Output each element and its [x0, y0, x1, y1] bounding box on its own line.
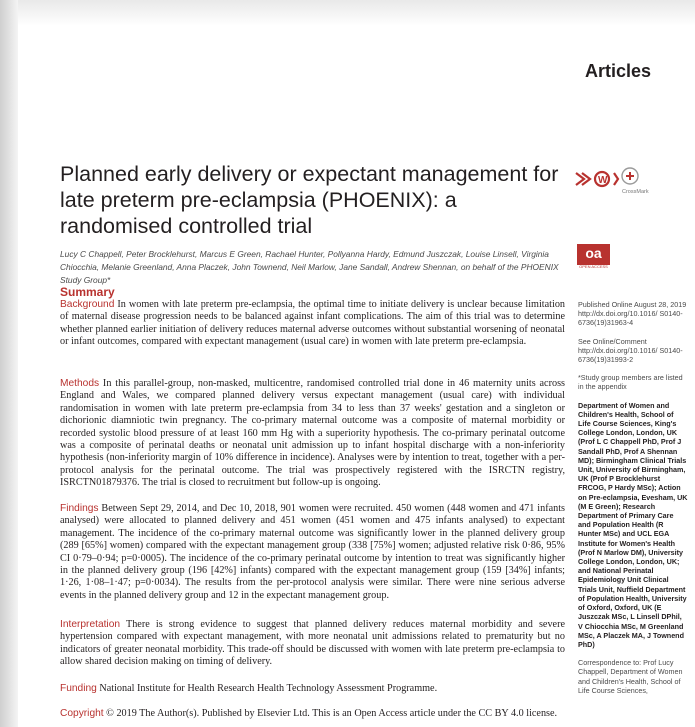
published-online[interactable]: Published Online August 28, 2019 http://dx.doi.org/10.1016/ S0140-6736(19)31963-4 — [578, 300, 687, 328]
findings-text: Between Sept 29, 2014, and Dec 10, 2018, 901 women were recruited. 450 women (448 women and 471 infants analysed) were allocated to planned delivery and 451 women (451 women and 475 infants analysed) to expectant management. The incidence of the co-primary maternal outcome was significantly lower in the planned delivery group (289 [65%] women) compared with the expectant management group (338 [75%] women; adjusted relative risk 0·86, 95% CI 0·79–0·94; p=0·0005). The incidence of the co-primary perinatal outcome by intention to treat was significantly higher in the planned delivery group (196 [42%] infants) compared with the expectant management group (159 [34%] infants; 1·26, 1·08–1·47; p=0·0034). The results from the per-protocol analysis were similar. There were nine serious adverse events in the planned delivery group and 12 in the expectant management group. — [60, 503, 566, 601]
copyright-heading: Copyright — [60, 708, 104, 719]
background-heading: Background — [60, 299, 115, 310]
methods-text: In this parallel-group, non-masked, multicentre, randomised controlled trial done in 46 maternity units across England and Wales, we compared planned delivery versus expectant management (usual care) with individual randomisation in women with late preterm pre-eclampsia from 34 to less than 37 weeks' gestation and a singleton or dichorionic diamniotic twin pregnancy. The co-primary maternal outcome was a composite of maternal morbidity or recorded systolic blood pressure of at least 160 mm Hg with a superiority hypothesis. The co-primary perinatal outcome was a composite of perinatal deaths or neonatal unit admission up to infant hospital discharge with a non-inferiority hypothesis (non-inferiority margin of 10% difference in incidence). Analyses were by intention to treat, together with a per-protocol analysis for the perinatal outcome. The trial was prospectively registered with the ISRCTN registry, ISRCTN01879376. The trial is closed to recruitment but follow-up is ongoing. — [60, 378, 565, 489]
page-top-shadow — [18, 0, 695, 26]
background-text: In women with late preterm pre-eclampsia, the optimal time to initiate delivery is unclear because limitation of maternal disease progression needs to be balanced against infant complications. The aim of this trial was to determine whether planned earlier initiation of delivery reduces maternal adverse outcomes without substantial worsening of neonatal or infant outcomes, compared with expectant management (usual care) in women with late preterm pre-eclampsia. — [60, 299, 566, 348]
copyright-paragraph — [60, 708, 565, 720]
lancet-icons — [576, 172, 618, 186]
open-access-badge: oa — [577, 244, 610, 265]
section-label: Articles — [585, 61, 652, 81]
open-access-label: OPEN ACCESS — [579, 264, 608, 269]
author-list: Lucy C Chappell, Peter Brocklehurst, Marcus E Green, Rachael Hunter, Pollyanna Hardy, Edmund Juszczak, Louise Linsell, Virginia Chiocchia, Melanie Greenland, Anna Placzek, John Townend, Neil Marlow, Jane Sandall, Andrew Shennan, on behalf of the PHOENIX Study Group* — [60, 249, 559, 285]
page-gutter-shadow — [0, 0, 18, 727]
copyright-text: © 2019 The Author(s). Published by Elsevier Ltd. This is an Open Access article under the CC BY 4.0 license. — [106, 708, 558, 719]
funding-text: National Institute for Health Research Health Technology Assessment Programme. — [99, 683, 438, 694]
study-group-note: *Study group members are listed in the appendix — [578, 373, 683, 392]
crossmark-label: CrossMark — [622, 189, 649, 195]
findings-paragraph — [60, 503, 565, 602]
see-online-comment[interactable]: See Online/Comment http://dx.doi.org/10.1016/ S0140-6736(19)31993-2 — [578, 336, 683, 365]
correspondence: Correspondence to: Prof Lucy Chappell, Department of Women and Children's Health, School of Life Course Sciences, — [578, 658, 683, 695]
svg-text:W: W — [598, 175, 608, 186]
crossmark-badges[interactable] — [574, 163, 684, 195]
crossmark-icon — [622, 168, 649, 195]
funding-heading: Funding — [60, 683, 97, 694]
funding-paragraph — [60, 683, 565, 695]
interpretation-heading: Interpretation — [60, 619, 121, 630]
methods-paragraph — [60, 378, 565, 490]
article-sidebar — [578, 300, 688, 704]
methods-heading: Methods — [60, 378, 100, 389]
interpretation-paragraph — [60, 619, 565, 669]
summary-heading: Summary — [60, 285, 115, 299]
article-title: Planned early delivery or expectant management for late preterm pre-eclampsia (PHOENIX): a randomised controlled trial — [60, 162, 559, 238]
findings-heading: Findings — [60, 503, 99, 514]
affiliations-text: Department of Women and Children's Health, School of Life Course Sciences, King's College London, London, UK (Prof L C Chappell PhD, Prof J Sandall PhD, Prof A Shennan MD); Birmingham Clinical Trials Unit, University of Birmingham, UK (Prof P Brocklehurst FRCOG, P Hardy MSc); Action on Pre-eclampsia, Evesham, UK (M E Green); Research Department of Primary Care and Population Health (R Hunter MSc) and UCL EGA Institute for Women's Health (Prof N Marlow DM), University College London, London, UK; and National Perinatal Epidemiology Unit Clinical Trials Unit, Nuffield Department of Population Health, University of Oxford, Oxford, UK (E Juszczak MSc, L Linsell DPhil, V Chiocchia MSc, M Greenland MSc, A Placzek MA, J Townend PhD) — [578, 400, 688, 649]
background-paragraph — [60, 299, 565, 349]
affiliations — [578, 401, 688, 649]
interpretation-text: There is strong evidence to suggest that planned delivery reduces maternal morbidity and severe hypertension compared with expectant management, with more neonatal unit admissions related to prematurity but no indicators of greater neonatal morbidity. This trade-off should be discussed with women with late preterm pre-eclampsia to allow shared decision making on timing of delivery. — [60, 619, 565, 668]
